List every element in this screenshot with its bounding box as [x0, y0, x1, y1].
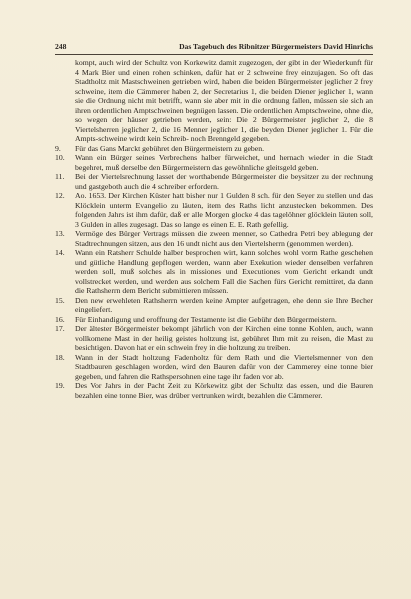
list-item — [55, 381, 373, 400]
item-text: Des Vor Jahrs in der Pacht Zeit zu Körkewitz gibt der Schultz das essen, und die Bauren bezahlen eine tonne Bier, was drüber vertrunken wirdt, bezahlen die Cämmerer. — [75, 381, 373, 400]
continuation-paragraph: kompt, auch wird der Schultz von Korkewitz damit zugezogen, der gibt in der Wiederkunft für 4 Mark Bier und einen rohen schinken, dafür hat er 2 schweine frey einzujagen. So oft das Stadtholtz mit Mastschweinen getrieben wird, haben die beiden Bürgermeister jeglicher 2 frey schweine, item die Cämmerer haben 2, der Secretarius 1, die beiden Diener jeglicher 1, wann sie die Ordnung nicht mit betrifft, wann sie aber mit in die ordnung fallen, müssen sie sich an ihren ordentlichen Amptschweinen begnügen lassen. Die ordentlichen Amptschweine, ohne die, so wegen der häuser getrieben werden, sein: Die 2 Bürgermeister jeglicher 2, die 8 Viertelsherren jeglicher 2, die 16 Menner jeglicher 1, die beyden Diener jeglicher 1. Für die Ampts-schweine wirdt kein Schreib- noch Brenngeld gegeben. — [75, 58, 373, 143]
running-title: Das Tagebuch des Ribnitzer Bürgermeisters David Hinrichs — [179, 42, 373, 51]
item-number: 14. — [55, 248, 65, 257]
list-item — [55, 324, 373, 353]
list-item — [55, 315, 373, 325]
list-item — [55, 248, 373, 296]
item-text: Vermöge des Bürger Vertrags müssen die zween menner, so Cathedra Petri bey ablegung der Stadtrechnungen sitzen, aus den 16 undt nicht aus den Viertelsherrn (genommen werden). — [75, 229, 373, 248]
item-number: 19. — [55, 381, 65, 390]
item-text: Für Einhandigung und eroffnung der Testamente ist die Gebühr den Bürgermeistern. — [75, 314, 337, 324]
item-text: Ao. 1653. Der Kirchen Küster hatt bisher nur 1 Gulden 8 sch. für den Seyer zu stellen und das Klöcklein unterm Evangelio zu läuten, item des Raths licht anzustecken bekommen. Des folgenden Jahrs ist ihm dafür, daß er alle Morgen glocke 4 das tagelöhner glöcklein läuten soll, 3 Gulden in alles zugesagt. Das so lange es einen E. E. Rath gefellig. — [75, 191, 373, 229]
item-text: Bei der Viertelsrechnung lasset der worthabende Bürgermeister die beysitzer zu der rechnung und gastgeboth auch die 4 schreiber erfordern. — [75, 172, 373, 191]
item-number: 12. — [55, 191, 65, 200]
item-text: Den new erwehleten Rathsherrn werden keine Ampter aufgetragen, ehe denn sie Ihre Becher eingeliefert. — [75, 295, 373, 314]
item-number: 17. — [55, 324, 65, 333]
item-number: 11. — [55, 172, 65, 181]
list-item — [55, 153, 373, 172]
item-number: 9. — [55, 143, 61, 153]
list-item — [55, 229, 373, 248]
page-number: 248 — [55, 42, 67, 51]
item-text: Für das Gans Marckt gebühret den Bürgermeistern zu geben. — [75, 143, 265, 153]
item-number: 10. — [55, 153, 65, 162]
item-text: Wann in der Stadt holtzung Fadenholtz für dem Rath und die Viertelsmenner von den Stadtbauren geschlagen worden, wird den Bauren dafür von der Cammerey eine tonne bier gegeben, und fahren die Rathspersohnen eine tage ihr faden vor ab. — [75, 352, 373, 381]
list-item — [55, 296, 373, 315]
page-body — [55, 58, 373, 400]
list-item — [55, 353, 373, 382]
list-item — [55, 144, 373, 154]
item-number: 16. — [55, 314, 65, 324]
item-text: Der ältester Börgermeister bekompt jährlich von der Kirchen eine tonne Kohlen, auch, wann vollkomene Mast in der heilig geistes holtzung ist, gebühret Ihm mit zu reisen, die Mast zu besichtigen. Davon hat er ein schwein frey in die holtzung zu treiben. — [75, 324, 373, 352]
list-item — [55, 172, 373, 191]
item-number: 13. — [55, 229, 65, 238]
running-header — [55, 42, 373, 55]
item-number: 18. — [55, 352, 65, 362]
item-number: 15. — [55, 295, 65, 305]
list-item — [55, 191, 373, 229]
item-text: Wann ein Bürger seines Verbrechens halber fürweichet, und hernach wieder in die Stadt begehret, muß derselbe den Bürgermeistern das gewöhnliche gleitsgeld geben. — [75, 153, 373, 172]
item-text: Wann ein Ratsherr Schulde halber besprochen wirt, kann solches wohl vorm Rathe geschehen und gütliche Handlung gepflogen werden, wann aber Exekution wieder denselben verfahren werden soll, muß solches als in missiones und Executiones vom Gericht erkandt undt vollstrecket werden, und werden aus solchem Fall die Sachen fürs Gericht remittiret, da dann die Rathsherrn dem Bericht submittieren müssen. — [75, 248, 373, 295]
